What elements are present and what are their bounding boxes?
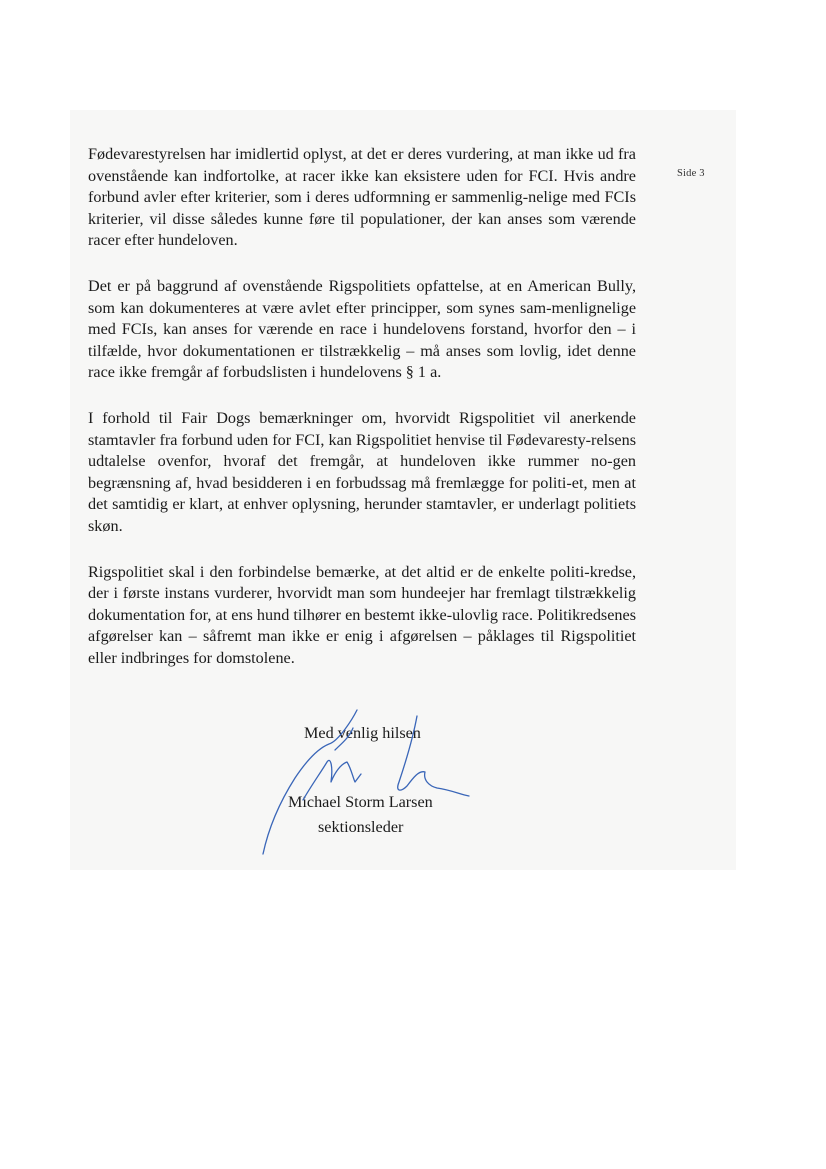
paragraph-1: Fødevarestyrelsen har imidlertid oplyst, at det er deres vurdering, at man ikke ud fra ovenstående kan indfortolke, at racer ikke kan eksistere uden for FCI. Hvis andre forbund avler efter kriterier, som i deres udformning er sammenlig-nelige med FCIs kriterier, vil disse således kunne føre til populationer, der kan anses som værende racer efter hundeloven.	[88, 145, 636, 250]
page-number: Side 3	[677, 168, 705, 179]
closing-salutation: Med venlig hilsen	[304, 724, 421, 742]
paragraph-4: Rigspolitiet skal i den forbindelse bemærke, at det altid er de enkelte politi-kredse, der i første instans vurderer, hvorvidt man som hundeejer har fremlagt tilstrækkelig dokumentation for, at ens hund tilhører en bestemt ikke-ulovlig race. Politikredsenes afgørelser kan – såfremt man ikke er enig i afgørelsen – påklages til Rigspolitiet eller indbringes for domstolene.	[88, 562, 636, 667]
letter-body	[88, 144, 636, 693]
signer-name: Michael Storm Larsen	[288, 793, 433, 811]
paragraph-3: I forhold til Fair Dogs bemærkninger om, hvorvidt Rigspolitiet vil anerkende stamtavler fra forbund uden for FCI, kan Rigspolitiet henvise til Fødevaresty-relsens udtalelse ovenfor, hvoraf det fremgår, at hundeloven ikke rummer no-gen begrænsning af, hvad besidderen i en forbudssag må fremlægge for politi-et, men at det samtidig er klart, at enhver oplysning, herunder stamtavler, er underlagt politiets skøn.	[88, 408, 637, 535]
signer-title: sektionsleder	[318, 818, 404, 836]
paragraph-2: Det er på baggrund af ovenstående Rigspolitiets opfattelse, at en American Bully, som kan dokumenteres at være avlet efter principper, som synes sam-menlignelige med FCIs, kan anses for værende en race i hundelovens forstand, hvorfor den – i tilfælde, hvor dokumentationen er tilstrækkelig – må anses som lovlig, idet denne race ikke fremgår af forbudslisten i hundelovens § 1 a.	[88, 276, 636, 382]
